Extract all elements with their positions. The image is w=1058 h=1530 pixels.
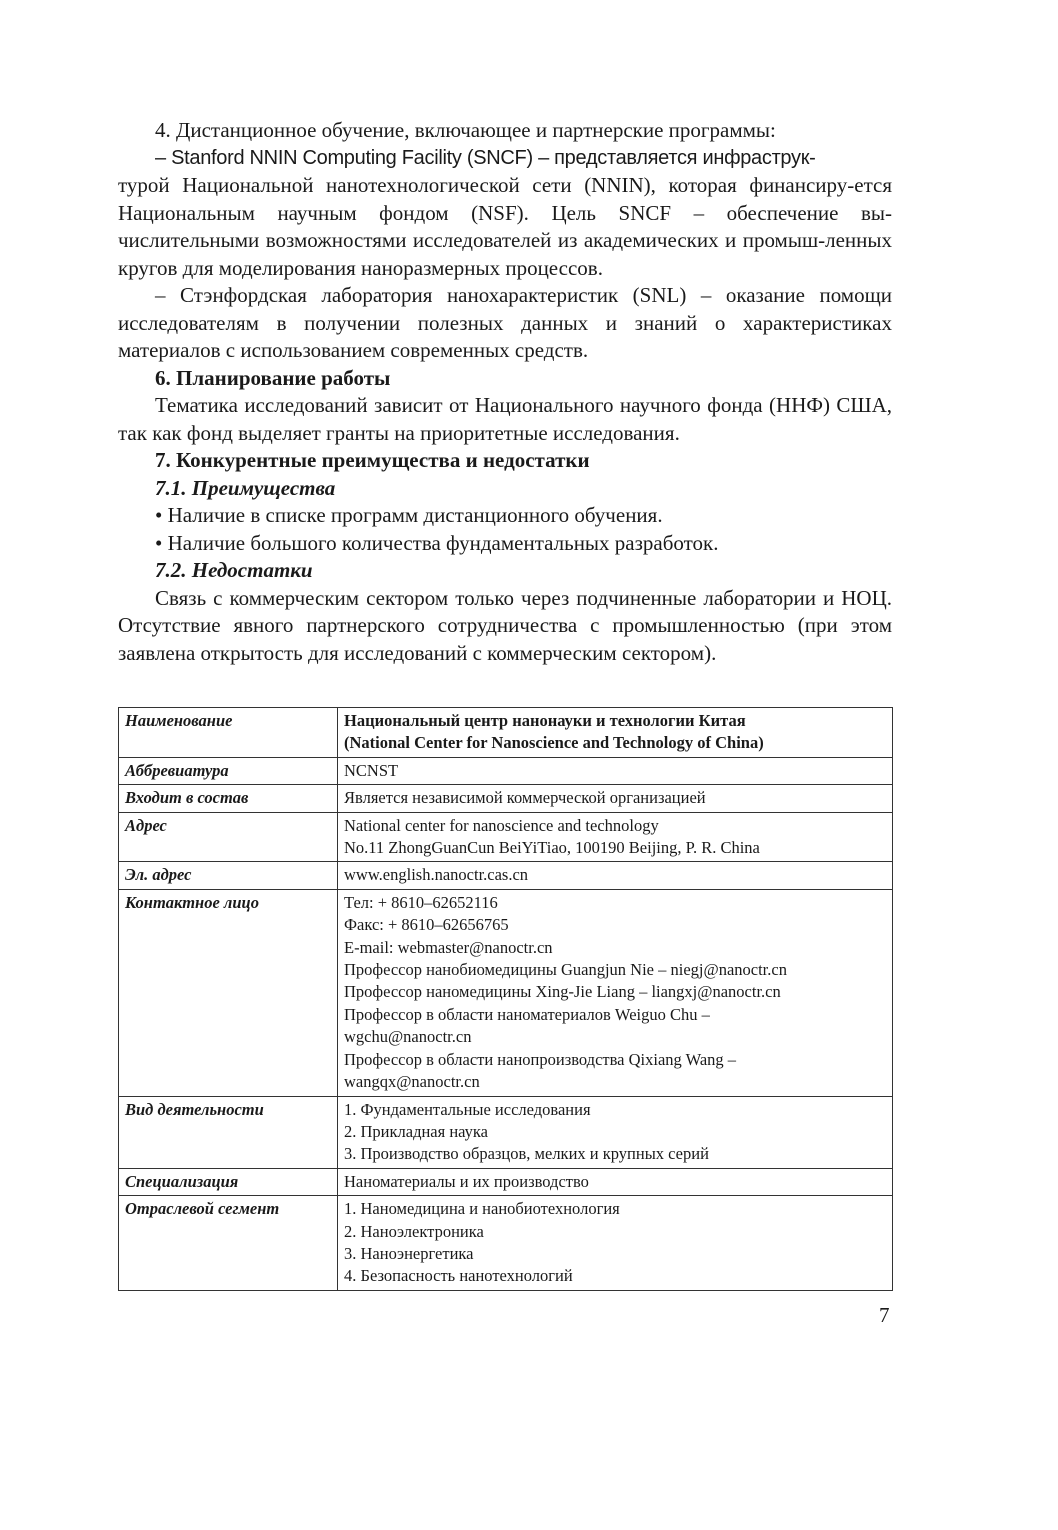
bullet-fundamental-research: • Наличие большого количества фундаментальных разработок. xyxy=(155,530,719,555)
table-value-cell xyxy=(338,757,893,784)
table-row xyxy=(119,785,893,812)
table-row xyxy=(119,862,893,889)
heading-disadvantages: 7.2. Недостатки xyxy=(155,558,313,582)
table-value-line: (National Center for Nanoscience and Technology of China) xyxy=(344,733,764,753)
table-value-line: E-mail: webmaster@nanoctr.cn xyxy=(344,937,553,957)
table-value-line: 3. Производство образцов, мелких и крупных серий xyxy=(344,1144,709,1164)
table-value-line: 3. Наноэнергетика xyxy=(344,1243,474,1263)
table-value-line: 1. Фундаментальные исследования xyxy=(344,1099,591,1119)
table-value-line: Профессор в области нанопроизводства Qixiang Wang – xyxy=(344,1049,737,1069)
paragraph-research-topics: Тематика исследований зависит от Национального научного фонда (ННФ) США, так как фонд выделяет гранты на приоритетные исследования. xyxy=(118,393,892,445)
table-value-line: Тел: + 8610–62652116 xyxy=(344,892,498,912)
table-value-line: www.english.nanoctr.cas.cn xyxy=(344,865,529,885)
table-value-line: wgchu@nanoctr.cn xyxy=(344,1027,472,1047)
table-value-line: Наноматериалы и их производство xyxy=(344,1171,589,1191)
table-value-line: 2. Наноэлектроника xyxy=(344,1221,484,1241)
table-value-cell xyxy=(338,862,893,889)
table-value-cell xyxy=(338,812,893,862)
paragraph-sncf-first-line: – Stanford NNIN Computing Facility (SNCF) – представляется инфраструк- xyxy=(155,146,816,169)
table-row xyxy=(119,1096,893,1168)
table-value-cell xyxy=(338,1168,893,1195)
table-value-line: 1. Наномедицина и нанобиотехнология xyxy=(344,1199,620,1219)
page-number: 7 xyxy=(879,1303,890,1327)
table-value-line: Национальный центр нанонауки и технологии Китая xyxy=(344,711,746,730)
table-value-line: Профессор в области наноматериалов Weiguo Chu – xyxy=(344,1004,710,1024)
table-value-line: Профессор нанобиомедицины Guangjun Nie – niegj@nanoctr.cn xyxy=(344,960,787,980)
table-value-line: 2. Прикладная наука xyxy=(344,1121,488,1141)
table-key-cell: Эл. адрес xyxy=(119,862,338,889)
table-key-cell: Входит в состав xyxy=(119,785,338,812)
paragraph-commercial-link: Связь с коммерческим сектором только через подчиненные лаборатории и НОЦ. Отсутствие явного партнерского сотрудничества с промышленностью (при этом заявлена открытость для исследований с коммерческим сектором). xyxy=(118,585,892,665)
table-key-cell: Наименование xyxy=(119,708,338,758)
table-value-line: Факс: + 8610–62656765 xyxy=(344,915,509,935)
table-value-cell xyxy=(338,1196,893,1291)
heading-competitive: 7. Конкурентные преимущества и недостатки xyxy=(155,448,590,472)
paragraph-sncf: турой Национальной нанотехнологической сети (NNIN), которая финансиру-ется Национальным научным фондом (NSF). Цель SNCF – обеспечение вы-числительными возможностями исследователей из академических и промыш-ленных кругов для моделирования наноразмерных процессов. xyxy=(118,173,892,280)
table-key-cell: Отраслевой сегмент xyxy=(119,1196,338,1291)
heading-work-planning: 6. Планирование работы xyxy=(155,365,391,390)
table-value-line: Является независимой коммерческой организацией xyxy=(344,788,706,808)
paragraph-snl: – Стэнфордская лаборатория нанохарактеристик (SNL) – оказание помощи исследователям в получении полезных данных и знаний о характеристиках материалов с использованием современных средств. xyxy=(118,283,892,362)
organization-info-table xyxy=(118,707,893,1291)
table-key-cell: Специализация xyxy=(119,1168,338,1195)
table-row xyxy=(119,1168,893,1195)
body-text xyxy=(118,117,892,667)
table-row xyxy=(119,1196,893,1291)
table-key-cell: Контактное лицо xyxy=(119,889,338,1096)
table-value-cell xyxy=(338,708,893,758)
table-row xyxy=(119,708,893,758)
table-value-line: National center for nanoscience and technology xyxy=(344,815,659,835)
table-value-cell xyxy=(338,889,893,1096)
paragraph-distance-learning: 4. Дистанционное обучение, включающее и партнерские программы: xyxy=(155,118,776,142)
table-key-cell: Аббревиатура xyxy=(119,757,338,784)
table-key-cell: Вид деятельности xyxy=(119,1096,338,1168)
table-value-cell xyxy=(338,785,893,812)
table-value-line: No.11 ZhongGuanCun BeiYiTiao, 100190 Beijing, P. R. China xyxy=(344,838,760,858)
table-value-line: 4. Безопасность нанотехнологий xyxy=(344,1266,573,1286)
table-row xyxy=(119,757,893,784)
table-row xyxy=(119,889,893,1096)
table-value-cell xyxy=(338,1096,893,1168)
heading-advantages: 7.1. Преимущества xyxy=(155,475,336,500)
bullet-distance-programs: • Наличие в списке программ дистанционного обучения. xyxy=(155,503,663,527)
table-row xyxy=(119,812,893,862)
table-value-line: NCNST xyxy=(344,760,399,780)
table-value-line: Профессор наномедицины Xing-Jie Liang – liangxj@nanoctr.cn xyxy=(344,982,781,1002)
table-value-line: wangqx@nanoctr.cn xyxy=(344,1072,480,1092)
table-key-cell: Адрес xyxy=(119,812,338,862)
